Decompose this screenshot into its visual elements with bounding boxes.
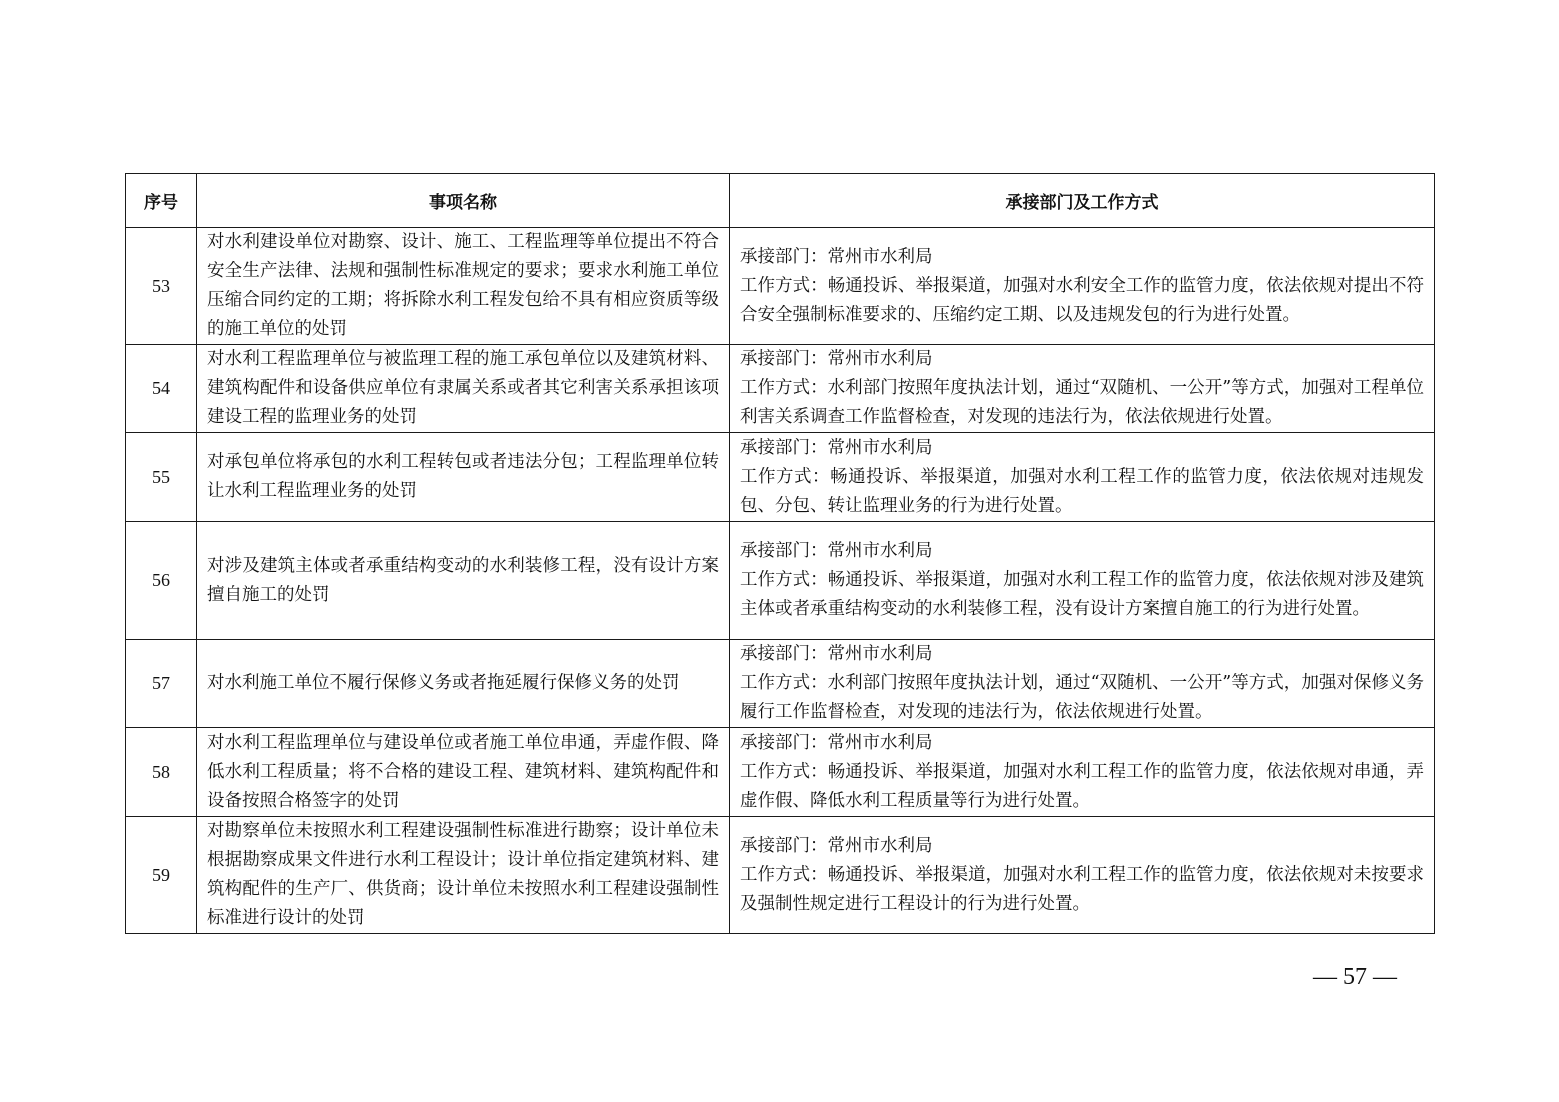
item-name-cell: [197, 228, 730, 345]
row-number: 56: [126, 522, 197, 640]
item-name: 对水利施工单位不履行保修义务或者拖延履行保修义务的处罚: [207, 673, 680, 693]
department-cell: [730, 345, 1435, 433]
table-header: [126, 174, 1435, 228]
table-body: [126, 228, 1435, 934]
table-row: [126, 640, 1435, 728]
table-row: [126, 817, 1435, 934]
item-name: 对涉及建筑主体或者承重结构变动的水利装修工程，没有设计方案擅自施工的处罚: [207, 555, 719, 605]
department-cell: [730, 433, 1435, 522]
item-name: 对水利工程监理单位与建设单位或者施工单位串通，弄虚作假、降低水利工程质量；将不合格的建设工程、建筑材料、建筑构配件和设备按照合格签字的处罚: [207, 732, 719, 811]
item-name: 对水利建设单位对勘察、设计、施工、工程监理等单位提出不符合安全生产法律、法规和强制性标准规定的要求；要求水利施工单位压缩合同约定的工期；将拆除水利工程发包给不具有相应资质等级的施工单位的处罚: [207, 232, 719, 339]
work-method: 工作方式：水利部门按照年度执法计划，通过“双随机、一公开”等方式，加强对保修义务履行工作监督检查，对发现的违法行为，依法依规进行处置。: [740, 673, 1424, 722]
row-number: 54: [126, 345, 197, 433]
item-name: 对勘察单位未按照水利工程建设强制性标准进行勘察；设计单位未根据勘察成果文件进行水利工程设计；设计单位指定建筑材料、建筑构配件的生产厂、供货商；设计单位未按照水利工程建设强制性标准进行设计的处罚: [207, 821, 719, 928]
department-name: 承接部门：常州市水利局: [740, 541, 933, 561]
row-number: 53: [126, 228, 197, 345]
item-name: 对水利工程监理单位与被监理工程的施工承包单位以及建筑材料、建筑构配件和设备供应单位有隶属关系或者其它利害关系承担该项建设工程的监理业务的处罚: [207, 349, 719, 427]
department-cell: [730, 522, 1435, 640]
header-row: [126, 174, 1435, 228]
work-method: 工作方式：畅通投诉、举报渠道，加强对水利工程工作的监管力度，依法依规对违规发包、分包、转让监理业务的行为进行处置。: [740, 466, 1424, 516]
item-name-cell: [197, 640, 730, 728]
work-method: 工作方式：畅通投诉、举报渠道，加强对水利工程工作的监管力度，依法依规对串通，弄虚作假、降低水利工程质量等行为进行处置。: [740, 761, 1424, 811]
page-number: — 57 —: [1313, 964, 1397, 990]
row-number: 59: [126, 817, 197, 934]
department-cell: [730, 228, 1435, 345]
department-name: 承接部门：常州市水利局: [740, 437, 933, 458]
department-name: 承接部门：常州市水利局: [740, 835, 933, 856]
table-row: [126, 228, 1435, 345]
department-cell: [730, 728, 1435, 817]
items-table: [125, 173, 1435, 934]
item-name-cell: [197, 728, 730, 817]
header-serial-number: 序号: [126, 174, 197, 228]
item-name-cell: [197, 522, 730, 640]
item-name-cell: [197, 345, 730, 433]
row-number: 57: [126, 640, 197, 728]
table-row: [126, 345, 1435, 433]
item-name: 对承包单位将承包的水利工程转包或者违法分包；工程监理单位转让水利工程监理业务的处罚: [207, 452, 719, 501]
work-method: 工作方式：水利部门按照年度执法计划，通过“双随机、一公开”等方式，加强对工程单位利害关系调查工作监督检查，对发现的违法行为，依法依规进行处置。: [740, 378, 1424, 427]
header-item-name: 事项名称: [197, 174, 730, 228]
table-row: [126, 728, 1435, 817]
row-number: 58: [126, 728, 197, 817]
table-row: [126, 433, 1435, 522]
department-name: 承接部门：常州市水利局: [740, 732, 933, 753]
work-method: 工作方式：畅通投诉、举报渠道，加强对水利工程工作的监管力度，依法依规对未按要求及强制性规定进行工程设计的行为进行处置。: [740, 864, 1424, 914]
department-name: 承接部门：常州市水利局: [740, 644, 933, 664]
work-method: 工作方式：畅通投诉、举报渠道，加强对水利工程工作的监管力度，依法依规对涉及建筑主体或者承重结构变动的水利装修工程，没有设计方案擅自施工的行为进行处置。: [740, 570, 1424, 619]
work-method: 工作方式：畅通投诉、举报渠道，加强对水利安全工作的监管力度，依法依规对提出不符合安全强制标准要求的、压缩约定工期、以及违规发包的行为进行处置。: [740, 275, 1424, 325]
header-department-method: 承接部门及工作方式: [730, 174, 1435, 228]
item-name-cell: [197, 817, 730, 934]
table-row: [126, 522, 1435, 640]
item-name-cell: [197, 433, 730, 522]
department-cell: [730, 817, 1435, 934]
department-name: 承接部门：常州市水利局: [740, 246, 933, 267]
department-cell: [730, 640, 1435, 728]
row-number: 55: [126, 433, 197, 522]
department-name: 承接部门：常州市水利局: [740, 349, 933, 369]
